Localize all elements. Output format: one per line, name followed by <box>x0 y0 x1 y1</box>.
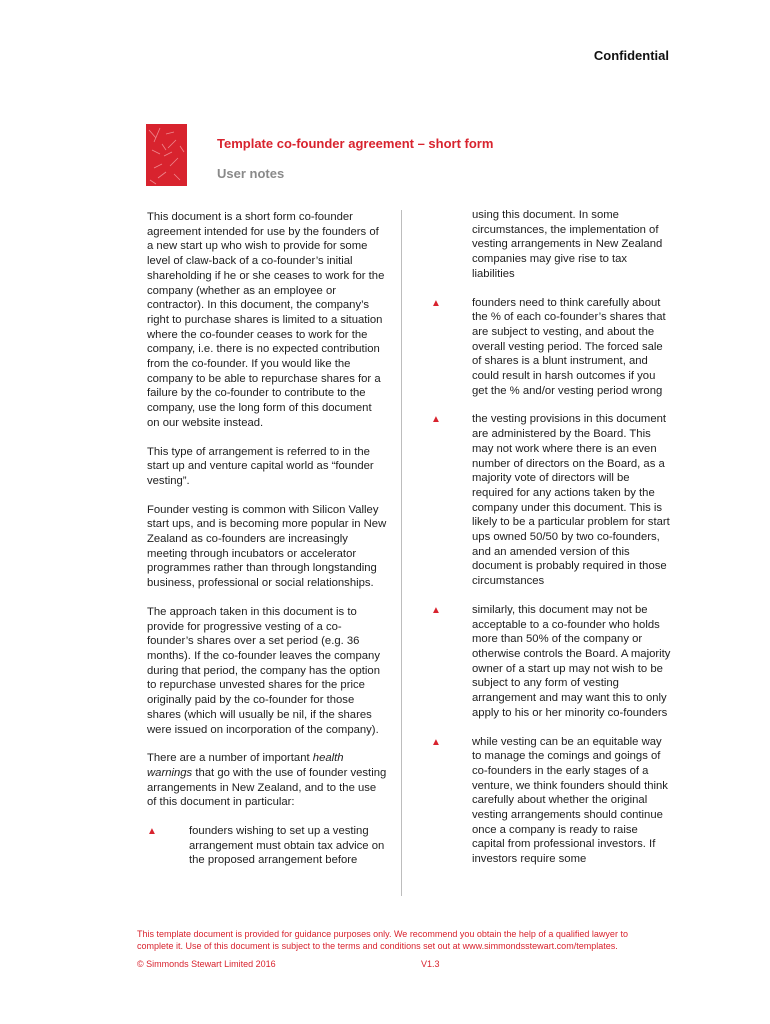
document-subtitle: User notes <box>217 166 285 181</box>
paragraph-approach: The approach taken in this document is to provide for progressive vesting of a co-founder’s shares over a set period (e.g. 36 months). If the co-founder leaves the company during that period, the company has the option to repurchase unvested shares for the price originally paid by the co-founder for those shares (which will usually be nil, if the shares were issued on incorporation of the company). <box>147 605 380 736</box>
bullet-majority-owner: ▲ similarly, this document may not be acceptable to a co-founder who holds more than 50% of the company or otherwise controls the Board. A majority owner of a start up may not wish to be subject to any form of vesting arrangement and may want this to only apply to his or her minority co-founders <box>431 603 671 719</box>
bullet-triangle-icon: ▲ <box>431 736 441 748</box>
left-column <box>147 210 387 882</box>
column-divider <box>401 210 402 896</box>
paragraph-health-warnings: There are a number of important health warnings that go with the use of founder vesting arrangements in New Zealand, and to the use of this document in particular: <box>147 752 387 809</box>
confidential-label: Confidential <box>593 48 669 63</box>
bullet-vesting-percentage: ▲ founders need to think carefully about the % of each co-founder’s shares that are subject to vesting, and about the overall vesting period. The forced sale of shares is a blunt instrument, and could result in harsh outcomes if you get the % and/or vesting period wrong <box>431 296 666 397</box>
paragraph-silicon-valley: Founder vesting is common with Silicon Valley start ups, and is becoming more popular in New Zealand as co-founders are increasingly meeting through incubators or accelerator programmes rather than through longstanding business, professional or social relationships. <box>147 503 387 590</box>
paragraph-intro: This document is a short form co-founder agreement intended for use by the founders of a new start up who wish to provide for some level of claw-back of a co-founder’s initial shareholding if he or she ceases to work for the company (whether as an employee or contractor). In this document, the company’s right to purchase shares is limited to a situation where the co-founder ceases to work for the company, i.e. there is no expected contribution from the co-founder. If you would like the company to be able to repurchase shares for a failure by the co-founder to contribute to the company, use the long form of this document on our website instead. <box>147 211 385 429</box>
bullet-triangle-icon: ▲ <box>431 297 441 309</box>
bullet-triangle-icon: ▲ <box>431 604 441 616</box>
document-title: Template co-founder agreement – short form <box>217 136 494 151</box>
bullet-investors: ▲ while vesting can be an equitable way to manage the comings and goings of co-founders in the early stages of a venture, we think founders should think carefully about whether the original vesting arrangements should continue once a company is ready to raise capital from professional investors. If investors require some <box>431 735 668 866</box>
paragraph-founder-vesting-term: This type of arrangement is referred to in the start up and venture capital world as “founder vesting”. <box>147 445 374 487</box>
right-column <box>431 208 671 881</box>
footer-disclaimer: This template document is provided for guidance purposes only. We recommend you obtain the help of a qualified lawyer to complete it. Use of this document is subject to the terms and conditions set out at www.simmondsstewart.com/templates. <box>137 929 628 951</box>
footer-version: V1.3 <box>421 959 440 969</box>
logo-mark <box>146 124 187 186</box>
bullet-triangle-icon: ▲ <box>147 826 157 838</box>
bullet-tax-advice-continued: using this document. In some circumstances, the implementation of vesting arrangements in New Zealand companies may give rise to tax liabilities <box>472 209 663 280</box>
bullet-triangle-icon: ▲ <box>431 414 441 426</box>
bullet-board-administration: ▲ the vesting provisions in this document are administered by the Board. This may not work where there is an even number of directors on the Board, as a majority vote of directors will be required for any actions taken by the company under this document. This is likely to be a particular problem for start ups owned 50/50 by two co-founders, and an amended version of this document is probably required in those circumstances <box>431 413 670 588</box>
health-warnings-emphasis: health warnings <box>147 752 344 779</box>
footer-copyright: © Simmonds Stewart Limited 2016 <box>137 959 276 969</box>
bullet-tax-advice: ▲ founders wishing to set up a vesting arrangement must obtain tax advice on the proposed arrangement before <box>147 825 385 867</box>
